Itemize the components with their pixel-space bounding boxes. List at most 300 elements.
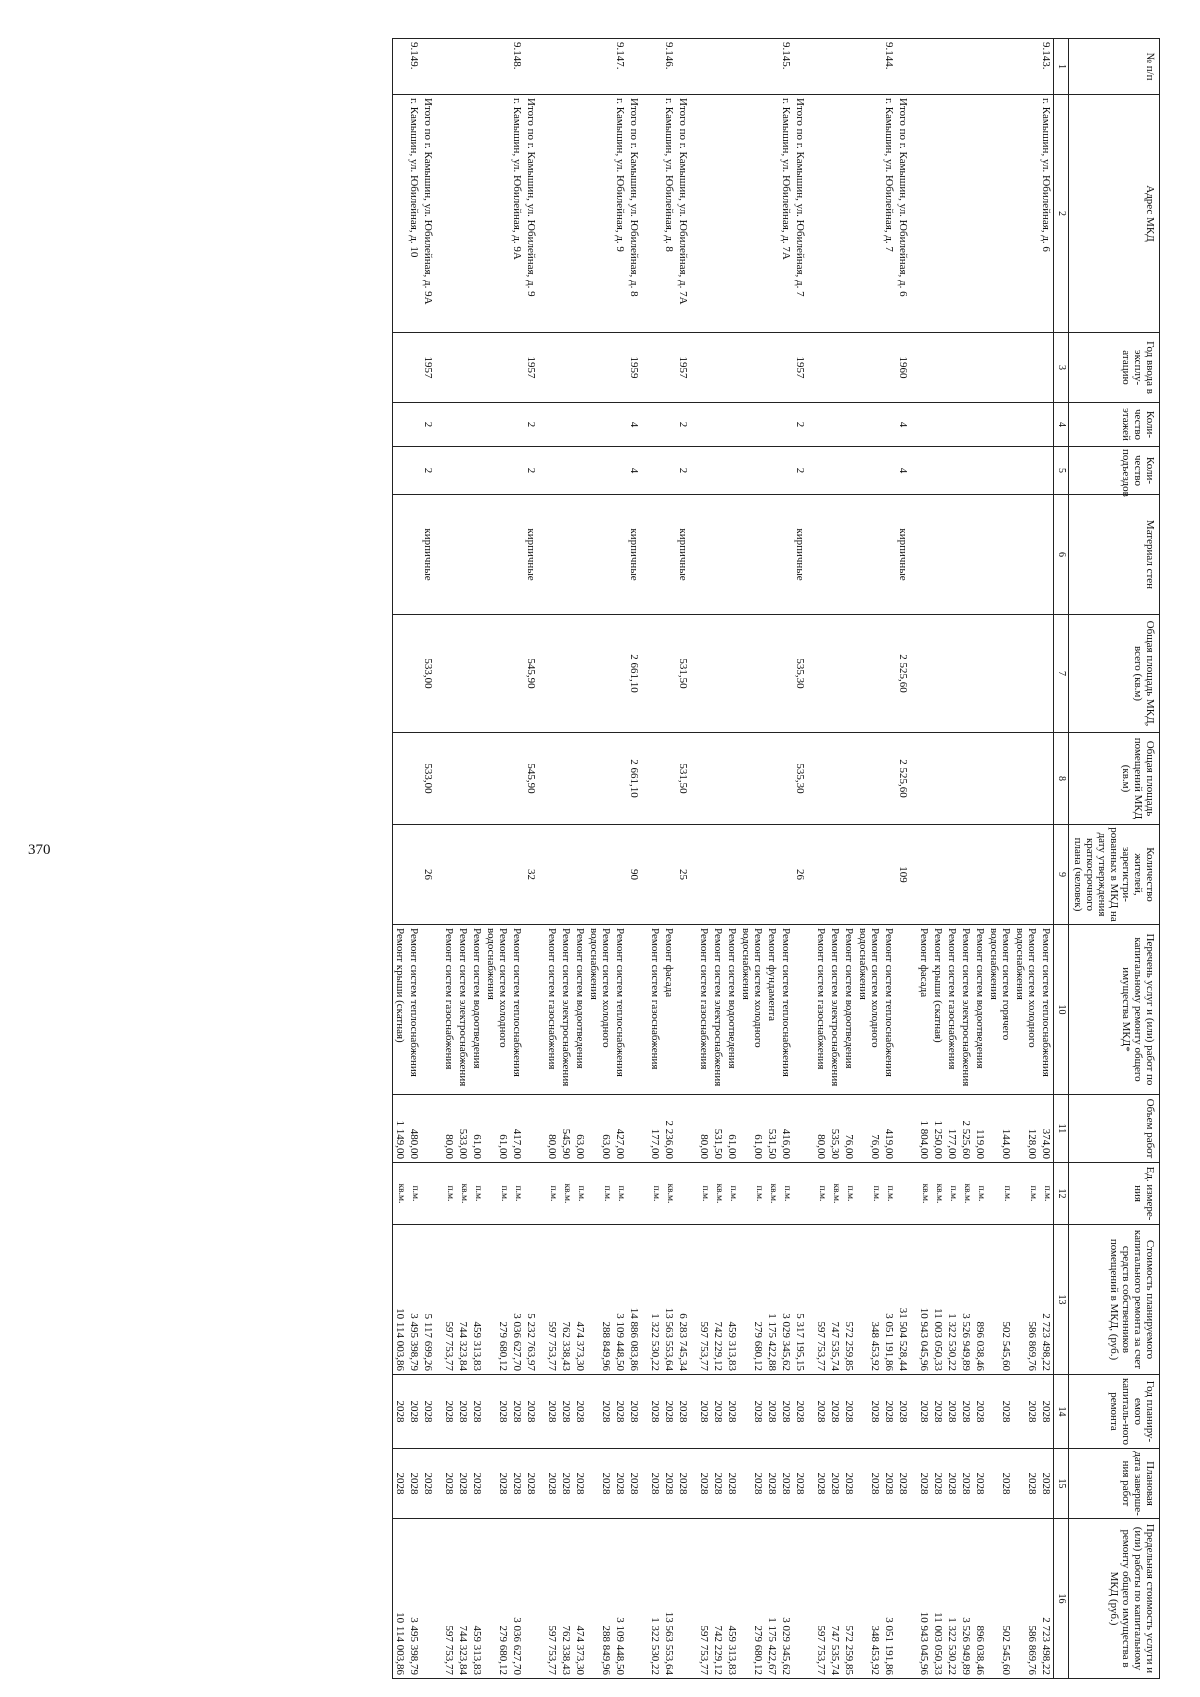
row-number-cell [442, 39, 456, 95]
premises-area-cell [510, 733, 524, 825]
total-area-cell [739, 615, 765, 733]
completion-date-cell: 2028 [711, 1449, 725, 1519]
work-volume-cell: 80,00 [697, 1095, 711, 1163]
cost-limit-cell: 3 109 448,50 [613, 1519, 627, 1679]
entrances-cell [648, 447, 662, 495]
address-cell [765, 95, 779, 333]
work-type-cell: Ремонт систем горячего водоснабжения [987, 925, 1013, 1095]
table-row [545, 39, 559, 1679]
col-number: 13 [1054, 1225, 1069, 1375]
col-number: 3 [1054, 333, 1069, 403]
cost-limit-cell: 11 003 050,33 [931, 1519, 945, 1679]
cost-limit-cell [793, 1519, 814, 1679]
repair-year-cell: 2028 [739, 1375, 765, 1449]
residents-cell [484, 825, 510, 925]
year-built-cell [779, 333, 793, 403]
entrances-cell [470, 447, 484, 495]
planned-cost-cell: 597 753,77 [545, 1225, 559, 1375]
floors-cell: 4 [627, 403, 648, 447]
residents-cell [393, 825, 408, 925]
wall-material-cell [587, 495, 613, 615]
residents-cell [842, 825, 856, 925]
col-number: 11 [1054, 1095, 1069, 1163]
table-row [407, 39, 421, 1679]
floors-cell [559, 403, 573, 447]
address-cell [456, 95, 470, 333]
cost-limit-cell: 2 723 498,22 [1039, 1519, 1054, 1679]
repair-year-cell: 2028 [442, 1375, 456, 1449]
wall-material-cell [470, 495, 484, 615]
completion-date-cell: 2028 [856, 1449, 882, 1519]
unit-cell: п.м. [587, 1163, 613, 1225]
wall-material-cell [856, 495, 882, 615]
premises-area-cell [484, 733, 510, 825]
table-total-row [676, 39, 697, 1679]
wall-material-cell: кирпичные [421, 495, 442, 615]
wall-material-cell [917, 495, 931, 615]
work-type-cell: Ремонт систем газоснабжения [945, 925, 959, 1095]
residents-cell [779, 825, 793, 925]
completion-date-cell: 2028 [510, 1449, 524, 1519]
unit-cell [627, 1163, 648, 1225]
completion-date-cell: 2028 [484, 1449, 510, 1519]
floors-cell [917, 403, 931, 447]
table-row [882, 39, 896, 1679]
table-row [931, 39, 945, 1679]
work-type-cell: Ремонт систем электроснабжения [828, 925, 842, 1095]
premises-area-cell [725, 733, 739, 825]
residents-cell [917, 825, 931, 925]
year-built-cell: 1957 [676, 333, 697, 403]
work-type-cell [524, 925, 545, 1095]
table-row [662, 39, 676, 1679]
year-built-cell [711, 333, 725, 403]
floors-cell [407, 403, 421, 447]
floors-cell [697, 403, 711, 447]
unit-cell: п.м. [945, 1163, 959, 1225]
row-number-cell [676, 39, 697, 95]
year-built-cell [484, 333, 510, 403]
cost-limit-cell: 572 259,85 [842, 1519, 856, 1679]
entrances-cell [559, 447, 573, 495]
entrances-cell [484, 447, 510, 495]
cost-limit-cell: 742 229,12 [711, 1519, 725, 1679]
column-number-row [1054, 39, 1069, 1679]
table-body [393, 39, 1054, 1679]
total-area-cell [573, 615, 587, 733]
premises-area-cell [697, 733, 711, 825]
address-cell [959, 95, 973, 333]
total-area-cell [973, 615, 987, 733]
unit-cell [793, 1163, 814, 1225]
repair-year-cell: 2028 [613, 1375, 627, 1449]
work-type-cell: Ремонт систем теплоснабжения [510, 925, 524, 1095]
floors-cell [613, 403, 627, 447]
planned-cost-cell: 10 943 045,96 [917, 1225, 931, 1375]
premises-area-cell [711, 733, 725, 825]
address-cell: Итого по г. Камышин, ул. Юбилейная, д. 7А [676, 95, 697, 333]
cost-limit-cell: 1 175 422,67 [765, 1519, 779, 1679]
year-built-cell: 1957 [524, 333, 545, 403]
work-type-cell: Ремонт систем теплоснабжения [779, 925, 793, 1095]
work-volume-cell: 80,00 [442, 1095, 456, 1163]
cost-limit-cell: 597 753,77 [814, 1519, 828, 1679]
repair-year-cell: 2028 [828, 1375, 842, 1449]
wall-material-cell [559, 495, 573, 615]
residents-cell [456, 825, 470, 925]
planned-cost-cell: 3 495 398,79 [407, 1225, 421, 1375]
header-c7: Общая площадь МКД, всего (кв.м) [1069, 615, 1160, 733]
cost-limit-cell: 896 038,46 [973, 1519, 987, 1679]
address-cell: Итого по г. Камышин, ул. Юбилейная, д. 9А [421, 95, 442, 333]
col-number: 7 [1054, 615, 1069, 733]
address-cell [931, 95, 945, 333]
cost-limit-cell: 3 051 191,86 [882, 1519, 896, 1679]
residents-cell [510, 825, 524, 925]
table-total-row [793, 39, 814, 1679]
table-row [393, 39, 408, 1679]
table-row [725, 39, 739, 1679]
planned-cost-cell: 459 313,83 [725, 1225, 739, 1375]
repair-year-cell: 2028 [393, 1375, 408, 1449]
year-built-cell: 1957 [793, 333, 814, 403]
work-volume-cell: 61,00 [484, 1095, 510, 1163]
residents-cell [882, 825, 896, 925]
unit-cell: п.м. [442, 1163, 456, 1225]
entrances-cell [973, 447, 987, 495]
total-area-cell [1013, 615, 1039, 733]
unit-cell: п.м. [842, 1163, 856, 1225]
floors-cell: 2 [421, 403, 442, 447]
wall-material-cell [393, 495, 408, 615]
unit-cell [524, 1163, 545, 1225]
planned-cost-cell: 11 003 050,33 [931, 1225, 945, 1375]
address-cell: г. Камышин, ул. Юбилейная, д. 10 [407, 95, 421, 333]
col-number: 10 [1054, 925, 1069, 1095]
wall-material-cell [931, 495, 945, 615]
table-row [456, 39, 470, 1679]
total-area-cell: 2 525,60 [896, 615, 917, 733]
address-cell [573, 95, 587, 333]
floors-cell: 4 [896, 403, 917, 447]
completion-date-cell: 2028 [662, 1449, 676, 1519]
planned-cost-cell: 597 753,77 [442, 1225, 456, 1375]
year-built-cell [814, 333, 828, 403]
row-number-cell [393, 39, 408, 95]
work-type-cell [896, 925, 917, 1095]
total-area-cell [456, 615, 470, 733]
total-area-cell [559, 615, 573, 733]
year-built-cell [945, 333, 959, 403]
completion-date-cell: 2028 [931, 1449, 945, 1519]
address-cell [842, 95, 856, 333]
premises-area-cell [959, 733, 973, 825]
repair-year-cell: 2028 [945, 1375, 959, 1449]
completion-date-cell: 2028 [676, 1449, 697, 1519]
entrances-cell [510, 447, 524, 495]
entrances-cell [814, 447, 828, 495]
col-number: 4 [1054, 403, 1069, 447]
header-c11: Объем работ [1069, 1095, 1160, 1163]
premises-area-cell [1039, 733, 1054, 825]
col-number: 6 [1054, 495, 1069, 615]
year-built-cell [882, 333, 896, 403]
wall-material-cell [1039, 495, 1054, 615]
cost-limit-cell [676, 1519, 697, 1679]
planned-cost-cell: 6 283 745,34 [676, 1225, 697, 1375]
total-area-cell [648, 615, 662, 733]
floors-cell [510, 403, 524, 447]
year-built-cell: 1959 [627, 333, 648, 403]
work-type-cell: Ремонт систем холодного водоснабжения [1013, 925, 1039, 1095]
repair-year-cell: 2028 [648, 1375, 662, 1449]
cost-limit-cell: 279 680,12 [739, 1519, 765, 1679]
completion-date-cell: 2028 [987, 1449, 1013, 1519]
floors-cell [393, 403, 408, 447]
floors-cell [814, 403, 828, 447]
work-type-cell: Ремонт систем газоснабжения [814, 925, 828, 1095]
col-number: 5 [1054, 447, 1069, 495]
repair-year-cell: 2028 [793, 1375, 814, 1449]
table-row [765, 39, 779, 1679]
unit-cell: п.м. [510, 1163, 524, 1225]
premises-area-cell [573, 733, 587, 825]
work-volume-cell: 416,00 [779, 1095, 793, 1163]
planned-cost-cell: 742 229,12 [711, 1225, 725, 1375]
repair-year-cell: 2028 [559, 1375, 573, 1449]
premises-area-cell: 2 661,10 [627, 733, 648, 825]
entrances-cell [587, 447, 613, 495]
residents-cell [987, 825, 1013, 925]
floors-cell [470, 403, 484, 447]
completion-date-cell: 2028 [587, 1449, 613, 1519]
work-type-cell [421, 925, 442, 1095]
row-number-cell [627, 39, 648, 95]
table-row [842, 39, 856, 1679]
year-built-cell [442, 333, 456, 403]
cost-limit-cell: 459 313,83 [470, 1519, 484, 1679]
total-area-cell [856, 615, 882, 733]
residents-cell [559, 825, 573, 925]
residents-cell [814, 825, 828, 925]
table-row [987, 39, 1013, 1679]
wall-material-cell [842, 495, 856, 615]
planned-cost-cell: 3 051 191,86 [882, 1225, 896, 1375]
work-type-cell: Ремонт систем газоснабжения [697, 925, 711, 1095]
completion-date-cell: 2028 [442, 1449, 456, 1519]
unit-cell: п.м. [814, 1163, 828, 1225]
planned-cost-cell: 1 322 530,22 [945, 1225, 959, 1375]
repair-year-cell: 2028 [545, 1375, 559, 1449]
work-type-cell: Ремонт фасада [662, 925, 676, 1095]
residents-cell [739, 825, 765, 925]
entrances-cell [393, 447, 408, 495]
cost-limit-cell: 288 849,96 [587, 1519, 613, 1679]
floors-cell [828, 403, 842, 447]
completion-date-cell: 2028 [559, 1449, 573, 1519]
premises-area-cell [814, 733, 828, 825]
residents-cell [573, 825, 587, 925]
work-volume-cell: 63,00 [587, 1095, 613, 1163]
header-c16: Предельная стоимость услуги и (или) работы по капитальному ремонту общего имущества в МКД (руб.) [1069, 1519, 1160, 1679]
work-type-cell: Ремонт систем холодного водоснабжения [739, 925, 765, 1095]
year-built-cell [573, 333, 587, 403]
planned-cost-cell: 5 117 699,26 [421, 1225, 442, 1375]
planned-cost-cell: 1 322 530,22 [648, 1225, 662, 1375]
premises-area-cell [739, 733, 765, 825]
address-cell [739, 95, 765, 333]
premises-area-cell: 535,30 [793, 733, 814, 825]
premises-area-cell [456, 733, 470, 825]
floors-cell [484, 403, 510, 447]
completion-date-cell: 2028 [421, 1449, 442, 1519]
entrances-cell [842, 447, 856, 495]
table-row [484, 39, 510, 1679]
row-number-cell [587, 39, 613, 95]
work-volume-cell [421, 1095, 442, 1163]
row-number-cell: 9.145. [779, 39, 793, 95]
col-number: 2 [1054, 95, 1069, 333]
unit-cell: кв.м. [711, 1163, 725, 1225]
table-total-row [421, 39, 442, 1679]
wall-material-cell [959, 495, 973, 615]
repair-year-cell: 2028 [896, 1375, 917, 1449]
year-built-cell [613, 333, 627, 403]
residents-cell: 32 [524, 825, 545, 925]
planned-cost-cell: 288 849,96 [587, 1225, 613, 1375]
work-type-cell: Ремонт систем теплоснабжения [1039, 925, 1054, 1095]
work-volume-cell: 119,00 [973, 1095, 987, 1163]
cost-limit-cell: 10 943 045,96 [917, 1519, 931, 1679]
floors-cell [739, 403, 765, 447]
table-row [739, 39, 765, 1679]
premises-area-cell [765, 733, 779, 825]
floors-cell [587, 403, 613, 447]
work-type-cell: Ремонт систем водоотведения [573, 925, 587, 1095]
completion-date-cell: 2028 [945, 1449, 959, 1519]
planned-cost-cell: 10 114 003,86 [393, 1225, 408, 1375]
address-cell [587, 95, 613, 333]
planned-cost-cell: 2 723 498,22 [1039, 1225, 1054, 1375]
premises-area-cell [393, 733, 408, 825]
col-number: 15 [1054, 1449, 1069, 1519]
work-type-cell: Ремонт систем электроснабжения [456, 925, 470, 1095]
header-c15: Плановая дата заверше-ния работ [1069, 1449, 1160, 1519]
entrances-cell [931, 447, 945, 495]
work-volume-cell: 1 250,00 [931, 1095, 945, 1163]
row-number-cell: 9.148. [510, 39, 524, 95]
year-built-cell [393, 333, 408, 403]
planned-cost-cell: 5 232 763,97 [524, 1225, 545, 1375]
floors-cell [779, 403, 793, 447]
floors-cell: 2 [676, 403, 697, 447]
header-row [1069, 39, 1160, 1679]
row-number-cell [828, 39, 842, 95]
residents-cell [545, 825, 559, 925]
row-number-cell [931, 39, 945, 95]
entrances-cell [545, 447, 559, 495]
premises-area-cell [662, 733, 676, 825]
floors-cell [662, 403, 676, 447]
planned-cost-cell: 1 175 422,88 [765, 1225, 779, 1375]
planned-cost-cell: 762 338,43 [559, 1225, 573, 1375]
completion-date-cell: 2028 [959, 1449, 973, 1519]
total-area-cell [545, 615, 559, 733]
residents-cell [945, 825, 959, 925]
address-cell [856, 95, 882, 333]
completion-date-cell: 2028 [1039, 1449, 1054, 1519]
year-built-cell [739, 333, 765, 403]
header-c4: Коли-чество этажей [1069, 403, 1160, 447]
repair-year-cell: 2028 [711, 1375, 725, 1449]
repair-year-cell: 2028 [484, 1375, 510, 1449]
planned-cost-cell: 348 453,92 [856, 1225, 882, 1375]
completion-date-cell: 2028 [1013, 1449, 1039, 1519]
repair-year-cell: 2028 [676, 1375, 697, 1449]
planned-cost-cell: 5 317 195,15 [793, 1225, 814, 1375]
premises-area-cell: 531,50 [676, 733, 697, 825]
floors-cell [725, 403, 739, 447]
residents-cell [725, 825, 739, 925]
total-area-cell [1039, 615, 1054, 733]
table-row [587, 39, 613, 1679]
col-number: 1 [1054, 39, 1069, 95]
capital-repair-table [392, 38, 1160, 1679]
row-number-cell [793, 39, 814, 95]
planned-cost-cell: 586 869,76 [1013, 1225, 1039, 1375]
row-number-cell [725, 39, 739, 95]
work-type-cell: Ремонт систем водоотведения [973, 925, 987, 1095]
floors-cell [1013, 403, 1039, 447]
row-number-cell [987, 39, 1013, 95]
row-number-cell [573, 39, 587, 95]
completion-date-cell: 2028 [793, 1449, 814, 1519]
planned-cost-cell: 3 036 627,70 [510, 1225, 524, 1375]
residents-cell [613, 825, 627, 925]
row-number-cell [484, 39, 510, 95]
completion-date-cell: 2028 [407, 1449, 421, 1519]
unit-cell: п.м. [573, 1163, 587, 1225]
entrances-cell [662, 447, 676, 495]
work-volume-cell: 76,00 [842, 1095, 856, 1163]
cost-limit-cell: 3 526 949,89 [959, 1519, 973, 1679]
work-type-cell: Ремонт фасада [917, 925, 931, 1095]
work-type-cell: Ремонт систем теплоснабжения [882, 925, 896, 1095]
total-area-cell: 2 661,10 [627, 615, 648, 733]
cost-limit-cell: 279 680,12 [484, 1519, 510, 1679]
work-type-cell: Ремонт систем электроснабжения [959, 925, 973, 1095]
header-c10: Перечень услуг и (или) работ по капитальному ремонту общего имущества МКД* [1069, 925, 1160, 1095]
wall-material-cell [573, 495, 587, 615]
table-row [945, 39, 959, 1679]
row-number-cell [856, 39, 882, 95]
work-volume-cell: 2 525,60 [959, 1095, 973, 1163]
year-built-cell [917, 333, 931, 403]
completion-date-cell: 2028 [470, 1449, 484, 1519]
year-built-cell [470, 333, 484, 403]
unit-cell: п.м. [470, 1163, 484, 1225]
entrances-cell [882, 447, 896, 495]
work-type-cell: Ремонт систем электроснабжения [559, 925, 573, 1095]
entrances-cell: 2 [421, 447, 442, 495]
table-row [959, 39, 973, 1679]
cost-limit-cell: 3 495 398,79 [407, 1519, 421, 1679]
address-cell: Итого по г. Камышин, ул. Юбилейная, д. 8 [627, 95, 648, 333]
work-type-cell: Ремонт фундамента [765, 925, 779, 1095]
planned-cost-cell: 31 504 528,44 [896, 1225, 917, 1375]
residents-cell [648, 825, 662, 925]
completion-date-cell: 2028 [828, 1449, 842, 1519]
